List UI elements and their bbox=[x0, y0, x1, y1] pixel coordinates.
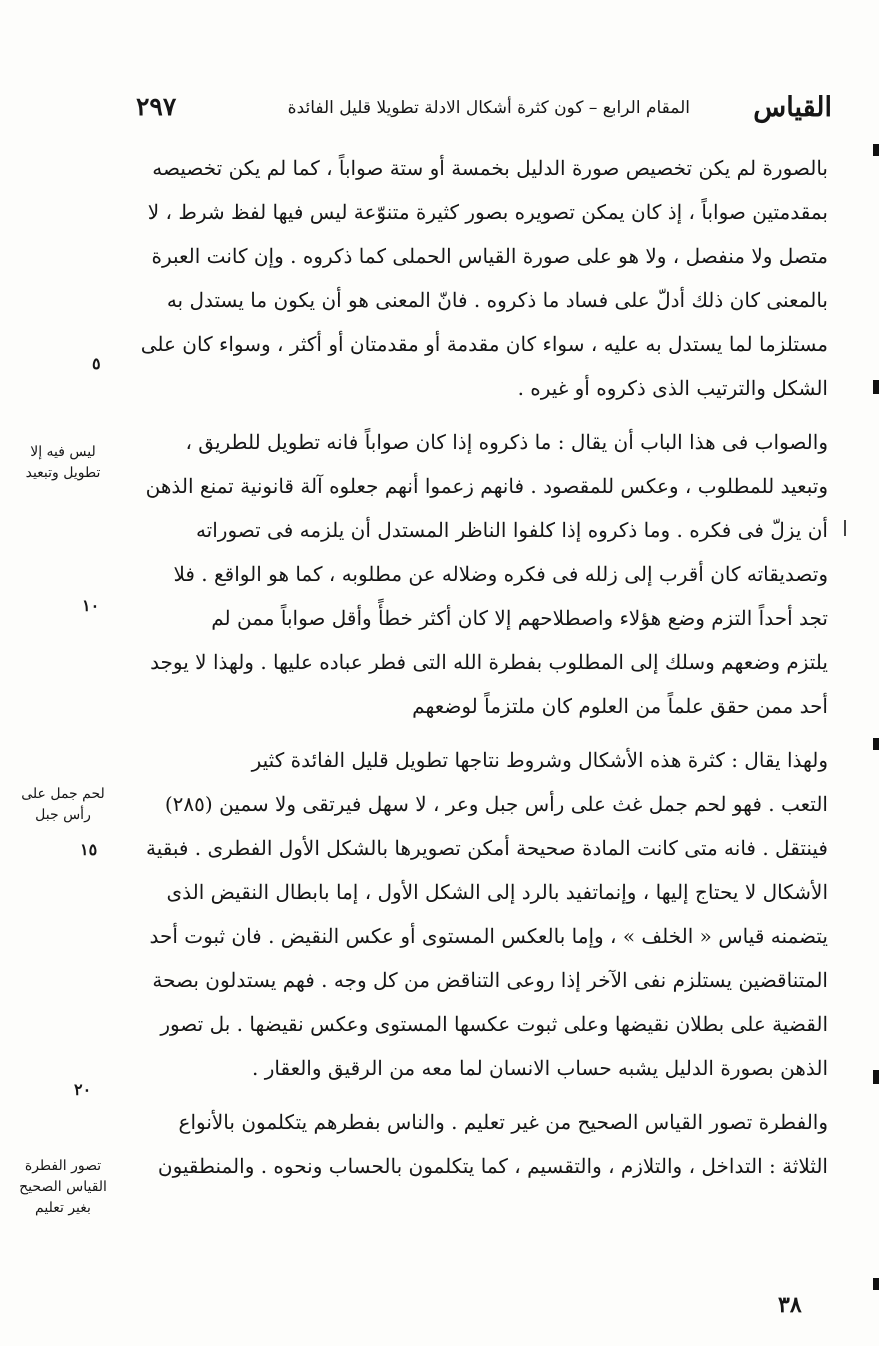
line-number: ١٥ bbox=[80, 840, 98, 859]
scan-edge-mark bbox=[873, 738, 879, 750]
text-line: فينتقل . فانه متى كانت المادة صحيحة أمكن تصويرها بالشكل الأول الفطرى . فبقية bbox=[145, 836, 828, 860]
running-header bbox=[120, 92, 832, 132]
text-line: بالمعنى كان ذلك أدلّ على فساد ما ذكروه . فانّ المعنى هو أن يكون ما يستدل به bbox=[166, 288, 828, 312]
margin-note: لحم جمل على رأس جبل bbox=[21, 786, 105, 823]
line-number: ١٠ bbox=[82, 596, 100, 615]
line-number: ٥ bbox=[92, 354, 101, 373]
text-line: المتناقضين يستلزم نفى الآخر إذا روعى التناقض من كل وجه . فهم يستدلون بصحة bbox=[152, 968, 828, 992]
text-line: القضية على بطلان نقيضها وعلى ثبوت عكسها المستوى وعكس نقيضها . بل تصور bbox=[160, 1012, 828, 1036]
margin-note: تصور الفطرة القياس الصحيح بغير تعليم bbox=[19, 1158, 107, 1216]
scan-edge-mark bbox=[873, 1278, 879, 1290]
text-line: التعب . فهو لحم جمل غث على رأس جبل وعر ، لا سهل فيرتقى ولا سمين (٢٨٥) bbox=[164, 792, 828, 816]
text-line: أن يزلّ فى فكره . وما ذكروه إذا كلفوا الناظر المستدل أن يلزمه فى تصوراته bbox=[195, 518, 828, 542]
text-line: تجد أحداً التزم وضع هؤلاء واصطلاحهم إلا كان أكثر خطأً وأقل صواباً ممن لم bbox=[211, 606, 828, 630]
main-text bbox=[124, 146, 828, 1188]
scan-tick-mark bbox=[844, 520, 846, 536]
text-line: بالصورة لم يكن تخصيص صورة الدليل بخمسة أو ستة صواباً ، كما لم يكن تخصيصه bbox=[152, 156, 828, 180]
line-number: ٢٠ bbox=[74, 1080, 92, 1099]
text-line: الأشكال لا يحتاج إليها ، وإنماتفيد بالرد إلى الشكل الأول ، إما بابطال النقيض الذى bbox=[166, 880, 828, 904]
text-line: مستلزما لما يستدل به عليه ، سواء كان مقدمة أو مقدمتان أو أكثر ، وسواء كان على bbox=[140, 332, 828, 356]
text-line: والفطرة تصور القياس الصحيح من غير تعليم . والناس بفطرهم يتكلمون بالأنواع bbox=[178, 1110, 828, 1134]
scan-edge-mark bbox=[873, 380, 879, 394]
text-line: أحد ممن حقق علماً من العلوم كان ملتزماً لوضعهم bbox=[412, 694, 828, 718]
text-line: بمقدمتين صواباً ، إذ كان يمكن تصويره بصور كثيرة متنوّعة ليس فيها لفظ شرط ، لا bbox=[147, 200, 828, 224]
text-line: والصواب فى هذا الباب أن يقال : ما ذكروه إذا كان صواباً فانه تطويل للطريق ، bbox=[185, 430, 828, 454]
margin-note: ليس فيه إلا تطويل وتبعيد bbox=[25, 444, 101, 481]
section-title: القياس bbox=[753, 92, 832, 123]
signature-mark: ٣٨ bbox=[778, 1292, 802, 1318]
text-line: وتصديقاته كان أقرب إلى زلله فى فكره وضلاله عن مطلوبه ، كما هو الواقع . فلا bbox=[173, 562, 828, 586]
text-line: الشكل والترتيب الذى ذكروه أو غيره . bbox=[517, 376, 828, 400]
text-line: الذهن بصورة الدليل يشبه حساب الانسان لما معه من الرقيق والعقار . bbox=[251, 1056, 828, 1080]
text-line: يلتزم وضعهم وسلك إلى المطلوب بفطرة الله التى فطر عباده عليها . ولهذا لا يوجد bbox=[150, 650, 828, 674]
page-number: ٢٩٧ bbox=[136, 92, 177, 121]
text-line: وتبعيد للمطلوب ، وعكس للمقصود . فانهم زعموا أنهم جعلوه آلة قانونية تمنع الذهن bbox=[145, 474, 828, 498]
scan-edge-mark bbox=[873, 144, 879, 156]
text-line: متصل ولا منفصل ، ولا هو على صورة القياس الحملى كما ذكروه . وإن كانت العبرة bbox=[151, 244, 828, 268]
text-line: الثلاثة : التداخل ، والتلازم ، والتقسيم ، كما يتكلمون بالحساب ونحوه . والمنطقيون bbox=[157, 1154, 828, 1178]
chapter-title: المقام الرابع – كون كثرة أشكال الادلة تطويلا قليل الفائدة bbox=[287, 98, 690, 118]
text-line: يتضمنه قياس « الخلف » ، وإما بالعكس المستوى أو عكس النقيض . فان ثبوت أحد bbox=[149, 924, 828, 948]
text-line: ولهذا يقال : كثرة هذه الأشكال وشروط نتاجها تطويل قليل الفائدة كثير bbox=[251, 748, 828, 772]
scan-edge-mark bbox=[873, 1070, 879, 1084]
